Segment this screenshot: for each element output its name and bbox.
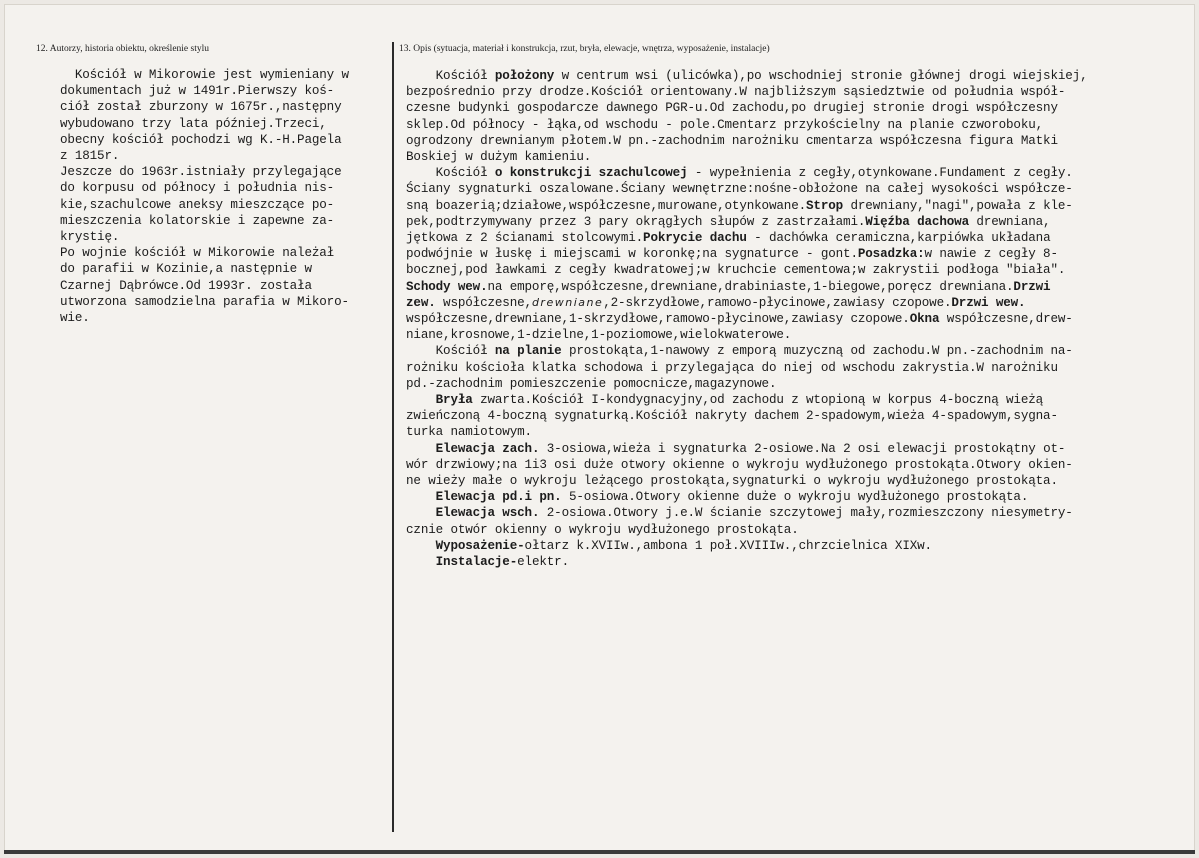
bold-term: Elewacja wsch. (435, 506, 540, 521)
document-sheet (4, 4, 1195, 854)
bold-term: Więźba dachowa (865, 214, 969, 229)
text-run (406, 490, 436, 504)
text-run: bocznej,pod ławkami z cegły kwadratowej;w kruchcie cementowa;w zakrystii podłoga "biała". (406, 263, 1066, 278)
text-run (406, 506, 436, 520)
history-line: Po wojnie kościół w Mikorowie należał (60, 246, 335, 261)
history-text (60, 67, 380, 326)
text-run (406, 539, 436, 553)
text-run: na emporę,współczesne,drewniane,drabiniaste,1-biegowe,poręcz drewniana. (487, 279, 1014, 294)
description-line (406, 392, 1166, 408)
description-line (406, 149, 1166, 165)
description-line (406, 133, 1166, 149)
text-run: zwieńczoną 4-boczną sygnaturką.Kościół nakryty dachem 2-spadowym,wieża 4-spadowym,sygna- (406, 409, 1058, 424)
text-run: prostokąta,1-nawowy z emporą muzyczną od zachodu.W pn.-zachodnim na- (561, 344, 1073, 359)
history-line: mieszczenia kolatorskie i zapewne za- (60, 213, 335, 228)
text-run: Kościół (406, 69, 495, 83)
description-line (406, 538, 1166, 554)
text-run: - dachówka ceramiczna,karpiówka układana (746, 231, 1051, 246)
text-run: w centrum wsi (ulicówka),po wschodniej stronie głównej drogi wiejskiej, (554, 69, 1088, 83)
bold-term: Drzwi (1013, 279, 1051, 294)
text-run: współczesne,drew- (939, 312, 1073, 327)
bold-term: o konstrukcji szachulcowej (494, 166, 688, 181)
history-line: Czarnej Dąbrówce.Od 1993r. została (60, 278, 312, 293)
description-line (406, 408, 1166, 424)
description-line (406, 489, 1166, 505)
text-run: cznie otwór okienny o wykroju wydłużonego prostokąta. (406, 522, 799, 537)
history-line: wie. (60, 311, 90, 326)
bold-term: Posadzka: (857, 247, 925, 262)
description-line (406, 424, 1166, 440)
text-run: rożniku kościoła klatka schodowa i przylegająca do niej od wschodu zakrystia.W narożniku (406, 360, 1058, 375)
text-run: współczesne,drewniane,1-skrzydłowe,ramowo-płycinowe,zawiasy czopowe. (406, 312, 910, 327)
description-line (406, 327, 1166, 343)
text-run: sną boazerią;działowe,współczesne,murowane,otynkowane. (406, 198, 807, 213)
description-line (406, 522, 1166, 538)
bold-term: Elewacja zach. (435, 441, 540, 456)
section-13-header: 13. Opis (sytuacja, materiał i konstrukcja, rzut, bryła, elewacje, wnętrza, wyposażenie, instalacje) (399, 44, 770, 54)
text-run: Kościół (406, 344, 495, 359)
text-run: w nawie z cegły 8- (924, 247, 1058, 262)
text-run: podwójnie w łuskę i miejscami w koronkę;na sygnaturce - gont. (406, 247, 858, 262)
text-run: Ściany sygnaturki oszalowane.Ściany wewnętrzne:nośne-obłożone na całej wysokości współcze- (406, 182, 1073, 197)
text-run: Kościół (406, 166, 495, 181)
text-run: wór drzwiowy;na 1i3 osi duże otwory okienne o wykroju wydłużonego prostokąta.Otwory okien- (406, 457, 1073, 472)
description-line (406, 376, 1166, 392)
history-line: utworzona samodzielna parafia w Mikoro- (60, 294, 349, 309)
history-line: krystię. (60, 230, 120, 245)
bold-term: Drzwi wew. (951, 295, 1026, 310)
description-line (406, 230, 1166, 246)
description-line (406, 262, 1166, 278)
bold-term: zew. (406, 295, 436, 310)
text-run: drewniana, (968, 214, 1051, 229)
text-run: - wypełnienia z cegły,otynkowane.Fundament z cegły. (687, 166, 1073, 181)
bold-term: Elewacja pd.i pn. (435, 490, 562, 505)
history-line: Kościół w Mikorowie jest wymieniany w (60, 68, 349, 82)
text-run: pek,podtrzymywany przez 3 pary okrągłych słupów z zastrzałami. (406, 214, 866, 229)
text-run: ,2-skrzydłowe,ramowo-płycinowe,zawiasy czopowe. (603, 295, 952, 310)
bold-term: Bryła (435, 393, 473, 408)
bold-term: Okna (909, 312, 940, 327)
text-run: czesne budynki gospodarcze dawnego PGR-u.Od zachodu,po drugiej stronie drogi współczesny (406, 101, 1058, 116)
bold-term: Instalacje- (435, 555, 518, 570)
text-run (406, 555, 436, 569)
text-run: 2-osiowa.Otwory j.e.W ścianie szczytowej mały,rozmieszczony niesymetry- (539, 506, 1073, 521)
description-line (406, 246, 1166, 262)
description-line (406, 473, 1166, 489)
history-line: ciół został zburzony w 1675r.,następny (60, 100, 342, 115)
text-run: 3-osiowa,wieża i sygnaturka 2-osiowe.Na 2 osi elewacji prostokątny ot- (539, 441, 1066, 456)
description-line (406, 84, 1166, 100)
bold-term: Wyposażenie- (435, 538, 525, 553)
column-divider (392, 42, 394, 832)
description-line (406, 554, 1166, 570)
bold-term: Schody wew. (406, 279, 488, 294)
description-line (406, 68, 1166, 84)
text-run: ne wieży małe o wykroju leżącego prostokąta,sygnaturki o wykroju wydłużonego prostokąta. (406, 474, 1058, 489)
description-line (406, 441, 1166, 457)
bold-term: położony (494, 69, 555, 83)
description-line (406, 214, 1166, 230)
section-12-header: 12. Autorzy, historia obiektu, określenie stylu (36, 44, 209, 54)
history-line: do korpusu od północy i południa nis- (60, 181, 335, 196)
description-line (406, 181, 1166, 197)
text-run: sklep.Od północy - łąka,od wschodu - pole.Cmentarz przykościelny na planie czworoboku, (406, 117, 1044, 132)
history-line: obecny kościół pochodzi wg K.-H.Pagela (60, 132, 342, 147)
bottom-border (4, 850, 1195, 854)
text-run: elektr. (517, 555, 569, 570)
description-line (406, 117, 1166, 133)
text-run: współczesne, (435, 295, 532, 310)
text-run: drewniany,"nagi",powała z kle- (843, 198, 1073, 213)
text-run: turka namiotowym. (406, 425, 532, 440)
bold-term: Strop (806, 198, 844, 213)
text-run: ołtarz k.XVIIw.,ambona 1 poł.XVIIIw.,chrzcielnica XIXw. (524, 538, 932, 553)
description-text (406, 68, 1166, 570)
history-line: kie,szachulcowe aneksy mieszczące po- (60, 197, 335, 212)
bold-term: Pokrycie dachu (643, 231, 747, 246)
handwritten-insert: drewniane (531, 295, 604, 309)
description-line (406, 457, 1166, 473)
history-line: wybudowano trzy lata później.Trzeci, (60, 116, 327, 131)
history-line: dokumentach już w 1491r.Pierwszy koś- (60, 84, 335, 99)
history-line: Jeszcze do 1963r.istniały przylegające (60, 165, 342, 180)
bold-term: na planie (494, 344, 562, 359)
text-run: jętkowa z 2 ścianami stolcowymi. (406, 231, 644, 246)
description-line (406, 100, 1166, 116)
text-run: 5-osiowa.Otwory okienne duże o wykroju wydłużonego prostokąta. (561, 490, 1029, 505)
history-line: do parafii w Kozinie,a następnie w (60, 262, 312, 277)
history-line: z 1815r. (60, 149, 120, 164)
description-line (406, 505, 1166, 521)
text-run: Boskiej w dużym kamieniu. (406, 150, 592, 165)
description-line (406, 311, 1166, 327)
description-line (406, 360, 1166, 376)
description-line (406, 165, 1166, 181)
text-run (406, 393, 436, 407)
description-line (406, 295, 1166, 311)
description-line (406, 343, 1166, 359)
text-run: bezpośrednio przy drodze.Kościół orientowany.W najbliższym sąsiedztwie od południa współ- (406, 85, 1066, 100)
description-line (406, 198, 1166, 214)
description-line (406, 279, 1166, 295)
text-run: pd.-zachodnim pomieszczenie pomocnicze,magazynowe. (406, 376, 777, 391)
text-run: niane,krosnowe,1-dzielne,1-poziomowe,wielokwaterowe. (406, 328, 792, 343)
text-run (406, 442, 436, 456)
text-run: zwarta.Kościół I-kondygnacyjny,od zachodu z wtopioną w korpus 4-boczną wieżą (472, 393, 1044, 408)
text-run: ogrodzony drewnianym płotem.W pn.-zachodnim narożniku cmentarza współczesna figura Matki (406, 133, 1058, 148)
